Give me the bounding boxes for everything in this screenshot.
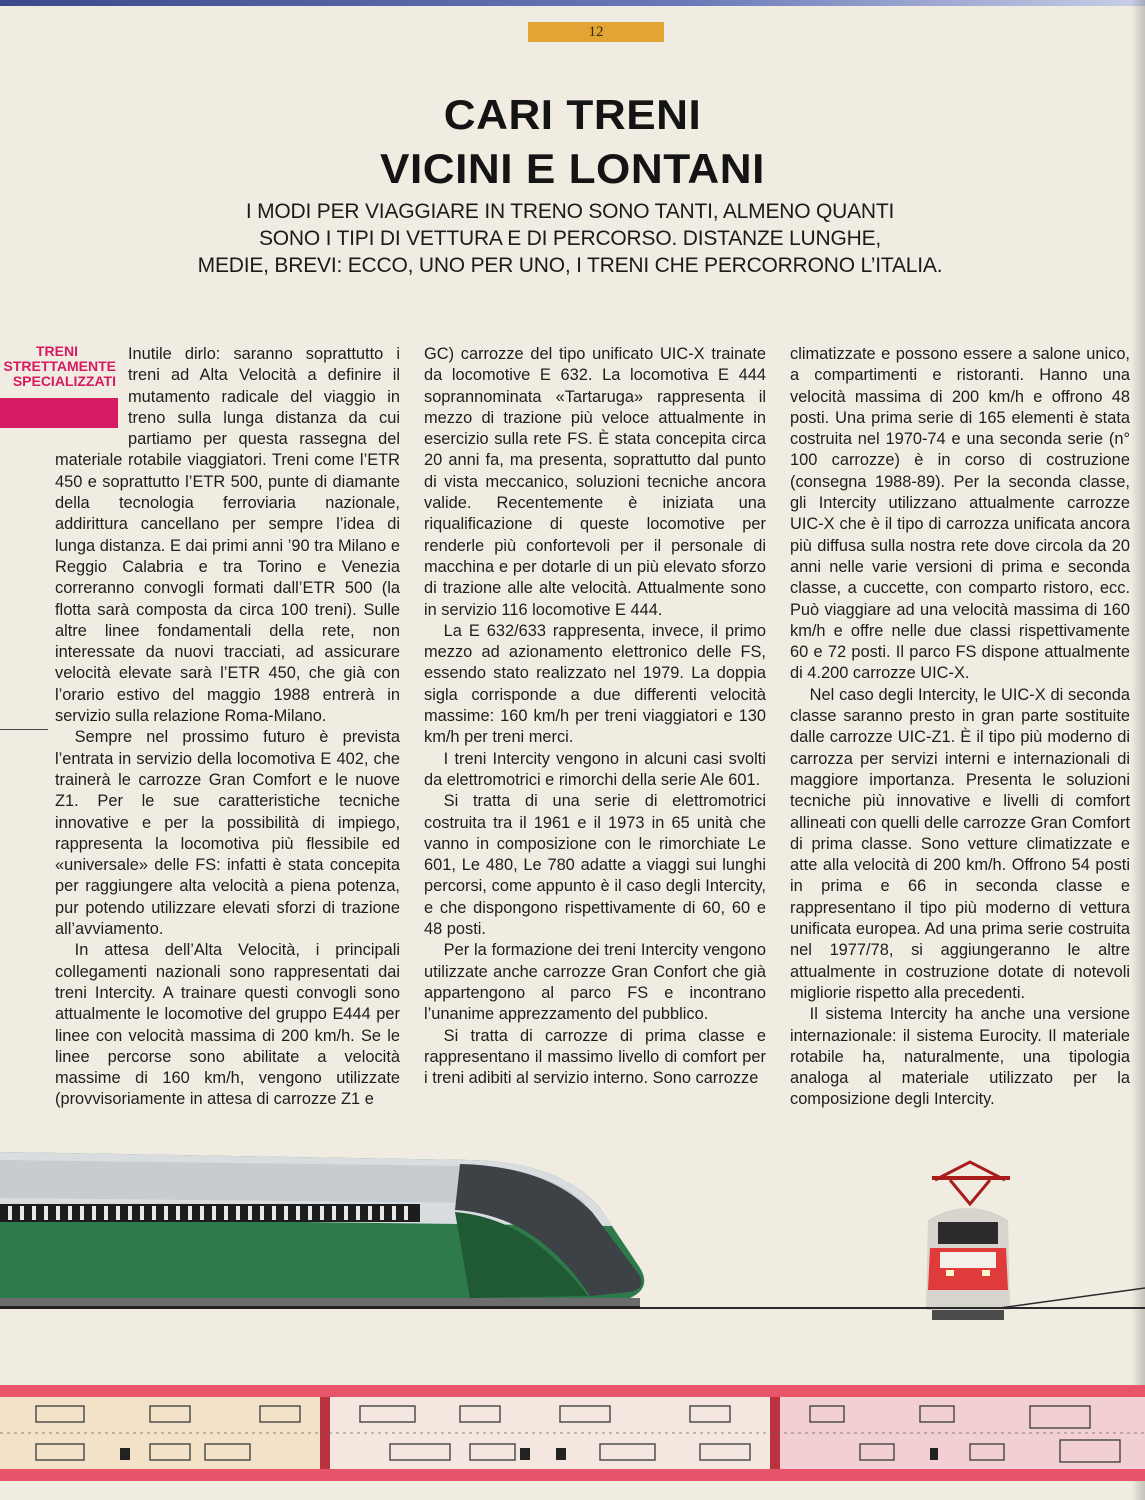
article-subtitle xyxy=(150,198,990,279)
etr-train-side-view xyxy=(0,1152,644,1309)
article-title xyxy=(0,88,1145,196)
subtitle-line-2: SONO I TIPI DI VETTURA E DI PERCORSO. DISTANZE LUNGHE, xyxy=(258,227,882,250)
paragraph: Si tratta di una serie di elettromotrici costruita tra il 1961 e il 1973 in 65 unità che vanno in composizione con le rimorchiate Le 601, Le 480, Le 780 adatte a viaggi sui lunghi percorsi, come appunto è il caso degli Intercity, e che dispongono rispettivamente di 60, 60 e 48 posti. xyxy=(424,792,766,939)
paragraph: In attesa dell’Alta Velocità, i principali collegamenti nazionali sono rappresentati dai treni Intercity. A trainare questi convogli sono attualmente le locomotive del gruppo E444 per linee con velocità massima di 200 km/h. Se le linee percorse sono abilitate a velocità massime di 160 km/h, vengono utilizzate (provvisoriamente in attesa di carrozze Z1 e xyxy=(55,941,400,1109)
section-label-line-3: SPECIALIZZATI xyxy=(12,373,116,389)
title-line-2: VICINI E LONTANI xyxy=(380,145,765,192)
paragraph: La E 632/633 rappresenta, invece, il primo mezzo ad azionamento elettronico delle FS, essendo stato realizzato nel 1979. La doppia sigla corrisponde a due differenti velocità massime: 160 km/h per treni viaggiatori e 130 km/h per treni merci. xyxy=(424,621,766,747)
locomotive-front-view xyxy=(926,1162,1010,1320)
paragraph: Inutile dirlo: saranno soprattutto i treni ad Alta Velocità a definire il mutamento radicale del viaggio in treno sulla lunga distanza da cui partiamo per questa rassegna del materiale rotabile viaggiatori. Treni come l’ETR 450 e soprattutto l’ETR 500, punte di diamante della tecnologia ferroviaria nazionale, addirittura cancellano per sempre l’idea di lunga distanza. E dai primi anni ’90 tra Milano e Reggio Calabria e tra Torino e Venezia correranno convogli formati dall’ETR 500 (la flotta sarà composta da circa 100 treni). Sulle altre linee fondamentali della rete, non interessate da nuovi tracciati, ad assicurare velocità elevate sarà l’ETR 450, che già con l’orario estivo del maggio 1988 entrerà in servizio sulla relazione Roma-Milano. xyxy=(55,345,400,726)
paragraph: GC) carrozze del tipo unificato UIC-X trainate da locomotive E 632. La locomotiva E 444 soprannominata «Tartaruga» rappresenta il mezzo di trazione più veloce attualmente in esercizio sulla rete FS. È stata concepita circa 20 anni fa, ma presenta, soprattutto dal punto di vista meccanico, soluzioni tecniche ancora valide. Recentemente è iniziata una riqualificazione di queste locomotive per renderle più confortevoli per il personale di macchina e per dotarle di un più elevato sforzo di trazione alle alte velocità. Attualmente sono in servizio 116 locomotive E 444. xyxy=(424,345,766,619)
subtitle-line-1: I MODI PER VIAGGIARE IN TRENO SONO TANTI, ALMENO QUANTI xyxy=(245,200,895,223)
subtitle-line-3: MEDIE, BREVI: ECCO, UNO PER UNO, I TRENI CHE PERCORRONO L’ITALIA. xyxy=(197,254,943,277)
paragraph: climatizzate e possono essere a salone unico, a compartimenti e ristoranti. Hanno una velocità massima di 200 km/h e offrono 48 posti. Una prima serie di 165 elementi è stata costruita nel 1970-74 e una seconda serie (n° 100 carrozze) è in corso di costruzione (consegna 1988-89). Per la seconda classe, gli Intercity utilizzano attualmente carrozze UIC-X che è il tipo di carrozza unificata ancora più diffusa sulla nostra rete dove circola da 20 anni nelle varie versioni di prima e seconda classe, a cuccette, con comparto ristoro, ecc. Può viaggiare ad una velocità massima di 160 km/h e offre nelle due classi rispettivamente 60 e 72 posti. Il parco FS dispone attualmente di 4.200 carrozze UIC-X. xyxy=(790,345,1130,683)
figure-rule xyxy=(0,729,48,730)
section-label-line-1: TRENI xyxy=(36,343,78,359)
paragraph: Per la formazione dei treni Intercity vengono utilizzate anche carrozze Gran Confort che già appartengono al parco FS e incontrano l’unanime apprezzamento del pubblico. xyxy=(424,941,766,1024)
train-illustration xyxy=(0,1100,1145,1500)
section-label-line-2: STRETTAMENTE xyxy=(3,358,116,374)
top-edge-band xyxy=(0,0,1145,6)
paragraph: Sempre nel prossimo futuro è prevista l’entrata in servizio della locomotiva E 402, che trainerà le carrozze Gran Comfort e le nuove Z1. Per le sue caratteristiche tecniche innovative e per la possibilità di impiego, rappresenta la locomotiva più flessibile ed «universale» delle FS: infatti è stata concepita per raggiungere alta velocità a piena potenza, pur potendo utilizzare elevati sforzi di trazione all’avviamento. xyxy=(55,728,400,939)
label-wrap-space xyxy=(55,344,128,430)
page-number: 12 xyxy=(528,22,664,42)
text-column-2 xyxy=(424,344,766,1089)
coach-floor-plan xyxy=(0,1385,1145,1481)
paragraph: I treni Intercity vengono in alcuni casi svolti da elettromotrici e rimorchi della serie Ale 601. xyxy=(424,749,766,789)
text-column-3 xyxy=(790,344,1130,1111)
title-line-1: CARI TRENI xyxy=(443,91,702,138)
paragraph: Nel caso degli Intercity, le UIC-X di seconda classe saranno presto in gran parte sostituite dalle carrozze UIC-Z1. È il tipo più moderno di carrozza per servizi interni e internazionali di maggiore importanza. Presenta le soluzioni tecniche più innovative e livelli di comfort allineati con quelli delle carrozze Gran Comfort di prima classe. Sono vetture climatizzate e atte alla velocità di 200 km/h. Offrono 54 posti in prima e 66 in seconda classe e rappresentano il tipo più moderno di vettura unificata europea. Ad una prima serie costruita nel 1977/78, si aggiungeranno le altre attualmente in costruzione dotate di notevoli migliorie rispetto alla precedenti. xyxy=(790,685,1130,1002)
text-column-1 xyxy=(55,344,400,1111)
paragraph: Il sistema Intercity ha anche una versione internazionale: il sistema Eurocity. Il materiale rotabile ha, naturalmente, una tipologia analoga al materiale utilizzato per la composizione degli Intercity. xyxy=(790,1005,1130,1109)
paragraph: Si tratta di carrozze di prima classe e rappresentano il massimo livello di comfort per i treni adibiti al servizio interno. Sono carrozze xyxy=(424,1026,766,1088)
